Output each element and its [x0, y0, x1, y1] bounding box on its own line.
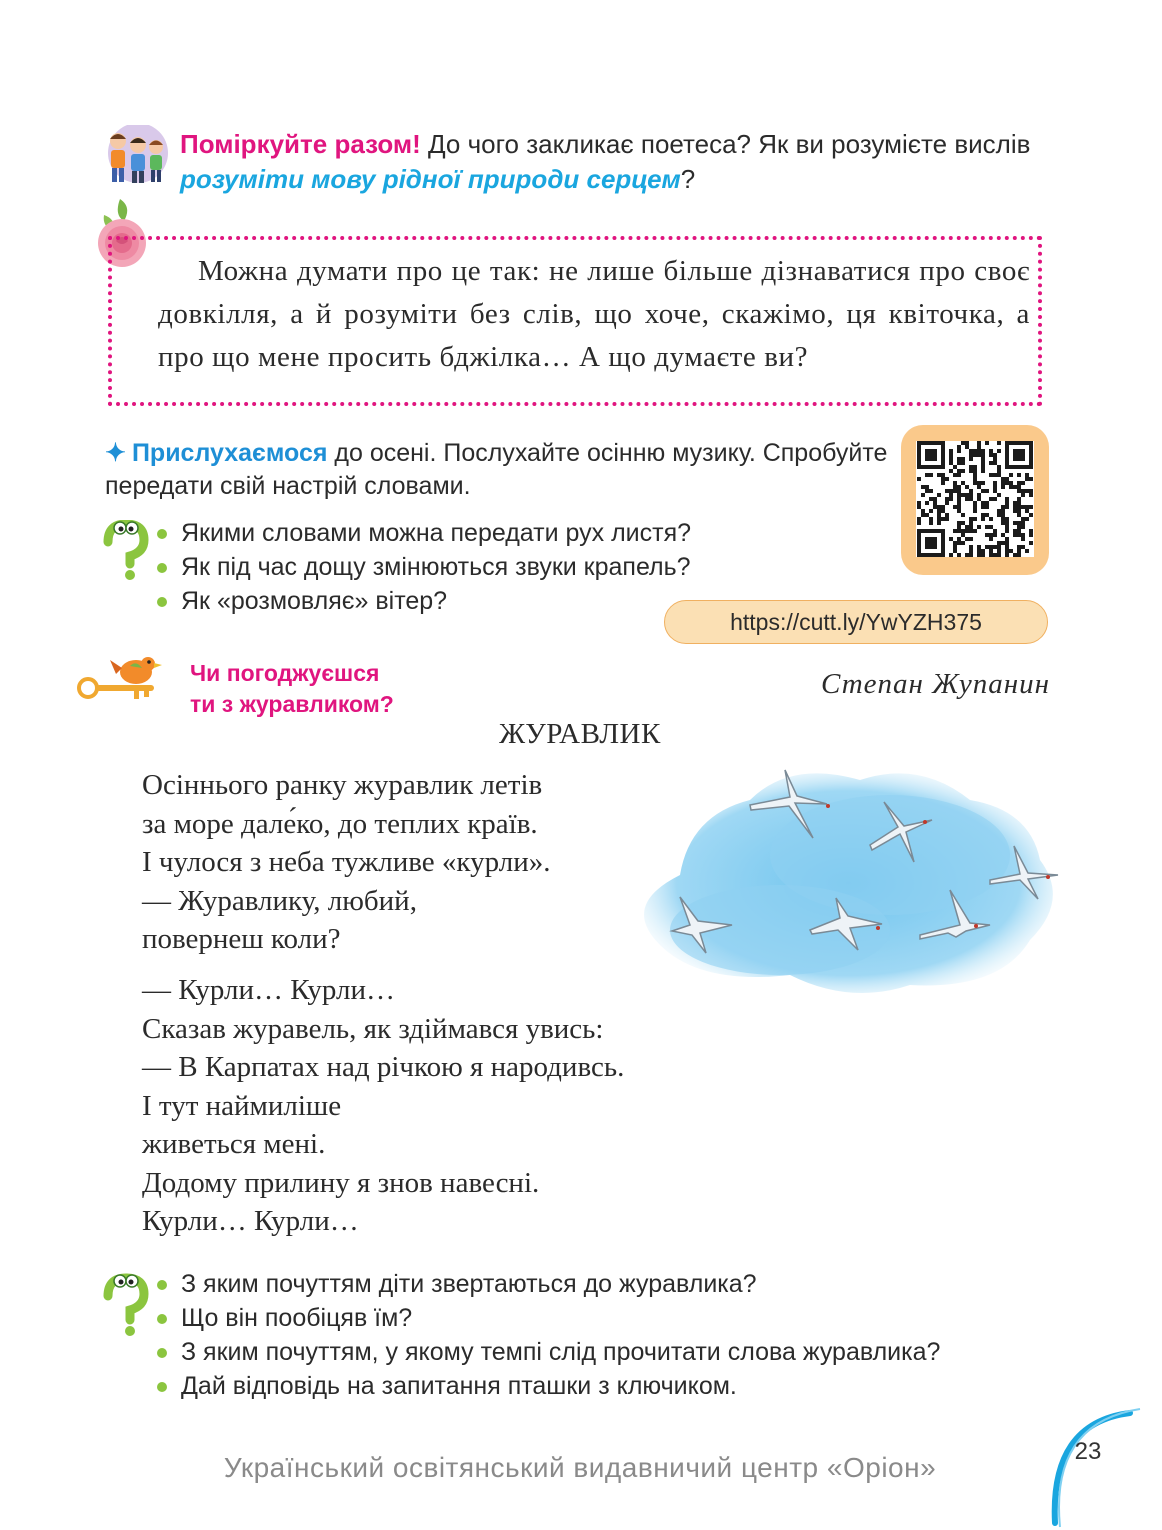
thought-text: Можна думати про це так: не лише більше дізнаватися про своє довкілля, а й розуміти без слів, що хоче, скажімо, ця квіточка, а про що мене просить бджілка… А що думаєте ви? — [158, 255, 1030, 373]
questions-list-2 — [155, 1267, 1075, 1403]
page-corner-arc — [1040, 1405, 1162, 1530]
qr-code[interactable] — [916, 441, 1034, 557]
list-item: Якими словами можна передати рух листя? — [155, 516, 855, 550]
bird-key-icon — [74, 650, 168, 706]
page-number: 23 — [1074, 1438, 1102, 1465]
discuss-paragraph — [180, 127, 1060, 197]
bird-question-line-1: Чи погоджуєшся — [190, 660, 380, 686]
question-worm-icon — [100, 1272, 152, 1338]
cranes-sky-illustration — [630, 760, 1070, 1005]
poem-stanza-2 — [142, 971, 782, 1241]
poem-line: Курли… Курли… — [142, 1205, 359, 1237]
discuss-text-2: ? — [680, 164, 696, 194]
list-item: Як «розмовляє» вітер? — [155, 584, 855, 618]
poem-line: — Журавлику, любий, — [142, 884, 417, 917]
poem-line: за море дале́ко, до теплих країв. — [142, 807, 538, 840]
listen-paragraph — [105, 437, 895, 503]
poem-line: Осіннього ранку журавлик летів — [142, 769, 543, 801]
list-item: Що він пообіцяв їм? — [155, 1301, 1075, 1335]
poem-author: Степан Жупанин — [820, 668, 1050, 700]
question-worm-icon — [100, 520, 152, 582]
discuss-highlight: розуміти мову рідної природи серцем — [180, 164, 681, 194]
poem-line: Додому прилину я знов навесні. — [142, 1166, 540, 1199]
poem-line: І тут наймиліше — [142, 1089, 342, 1122]
poem-title: ЖУРАВЛИК — [499, 718, 661, 750]
listen-lead: Прислухаємося — [131, 439, 328, 467]
poem-line: — В Карпатах над річкою я народивсь. — [142, 1051, 625, 1083]
poem-line: — Курли… Курли… — [142, 974, 396, 1006]
bird-question-line-2: ти з журавликом? — [190, 691, 394, 717]
publisher-footer: Український освітянський видавничий центр «Оріон» — [223, 1452, 937, 1483]
poem-line: повернеш коли? — [142, 923, 341, 955]
poem-line: Сказав журавель, як здіймався увись: — [142, 1012, 604, 1045]
poem-line: живеться мені. — [142, 1128, 326, 1160]
listen-text: до осені. Послухайте осінню музику. Спробуйте передати свій настрій словами. — [105, 439, 888, 500]
list-item: З яким почуттям діти звертаються до журавлика? — [155, 1267, 1075, 1301]
list-item: Дай відповідь на запитання пташки з ключиком. — [155, 1369, 1075, 1403]
list-item: З яким почуттям, у якому темпі слід прочитати слова журавлика? — [155, 1335, 1075, 1369]
bird-question — [190, 658, 490, 720]
star-icon: ✦ — [105, 439, 126, 467]
poem-line: І чулося з неба тужливе «курли». — [142, 846, 551, 878]
list-item: Як під час дощу змінюються звуки крапель? — [155, 550, 855, 584]
qr-url-link[interactable]: https://cutt.ly/YwYZH375 — [664, 600, 1048, 644]
discuss-lead: Поміркуйте разом! — [180, 129, 421, 159]
children-icon — [100, 125, 170, 187]
discuss-text-1: До чого закликає поетеса? Як ви розумієте вислів — [420, 129, 1031, 159]
